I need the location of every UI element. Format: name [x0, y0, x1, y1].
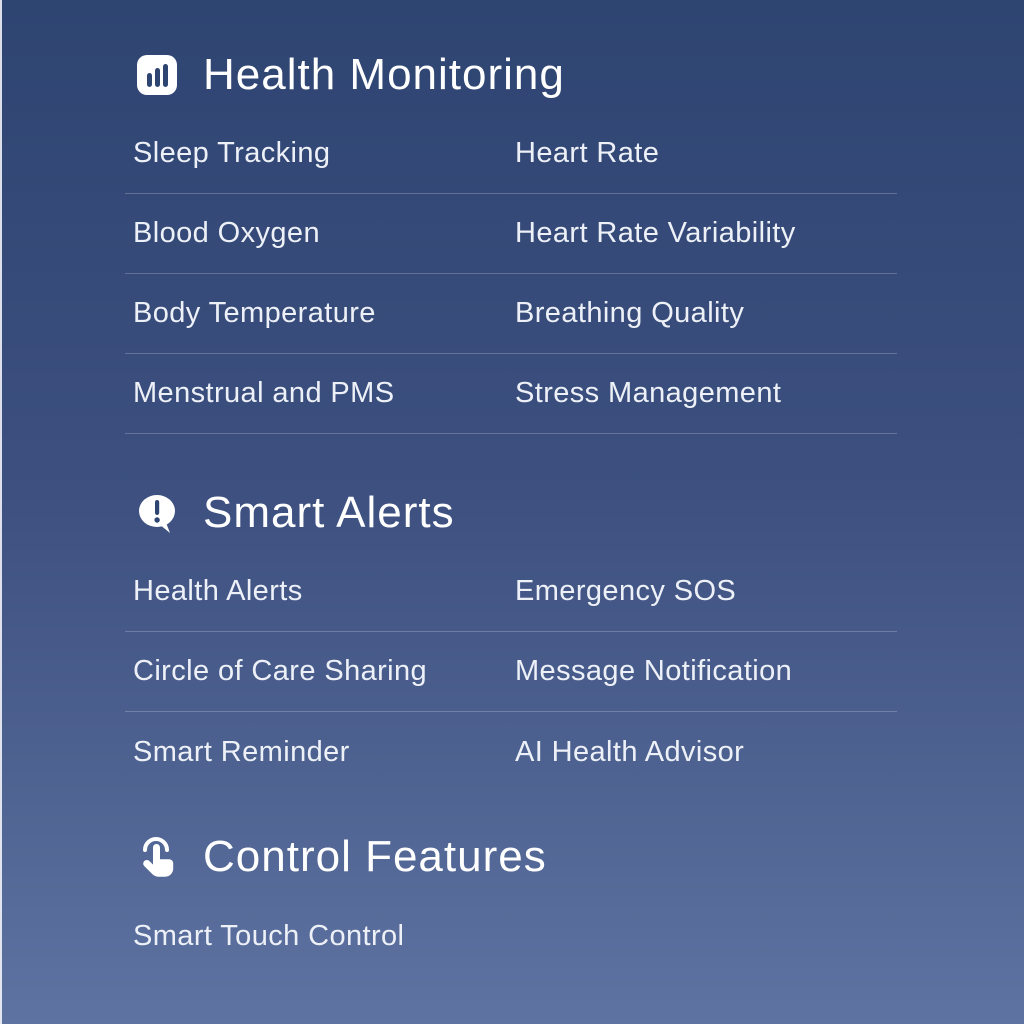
alert-bubble-icon — [133, 489, 181, 537]
touch-gesture-icon — [133, 833, 181, 881]
feature-item: Health Alerts — [133, 575, 303, 607]
feature-row — [125, 896, 897, 976]
feature-item: Heart Rate — [515, 137, 660, 169]
feature-item: Stress Management — [515, 377, 782, 409]
feature-row — [125, 354, 897, 434]
feature-item: Heart Rate Variability — [515, 217, 796, 249]
bar-chart-icon — [133, 51, 181, 99]
feature-rows — [125, 114, 897, 434]
feature-item: Circle of Care Sharing — [133, 655, 428, 687]
feature-row — [125, 552, 897, 632]
feature-rows — [125, 896, 897, 976]
feature-item: Smart Touch Control — [133, 919, 405, 952]
section-header — [133, 828, 1024, 886]
section-health-monitoring — [0, 46, 1024, 434]
feature-item: AI Health Advisor — [515, 735, 745, 768]
section-header — [133, 46, 1024, 104]
feature-item: Breathing Quality — [515, 297, 745, 329]
section-title: Smart Alerts — [203, 488, 455, 537]
feature-row — [125, 114, 897, 194]
feature-item: Body Temperature — [133, 297, 376, 329]
feature-row — [125, 274, 897, 354]
feature-item: Message Notification — [515, 655, 793, 687]
feature-item: Sleep Tracking — [133, 137, 331, 169]
feature-row — [125, 632, 897, 712]
feature-item: Menstrual and PMS — [133, 377, 395, 409]
feature-item: Blood Oxygen — [133, 217, 320, 249]
section-title: Control Features — [203, 832, 547, 881]
section-title: Health Monitoring — [203, 50, 565, 99]
feature-item: Emergency SOS — [515, 575, 737, 607]
feature-item: Smart Reminder — [133, 735, 350, 768]
section-control-features — [0, 828, 1024, 976]
feature-row — [125, 712, 897, 792]
section-header — [133, 484, 1024, 542]
feature-rows — [125, 552, 897, 792]
section-smart-alerts — [0, 484, 1024, 792]
feature-row — [125, 194, 897, 274]
